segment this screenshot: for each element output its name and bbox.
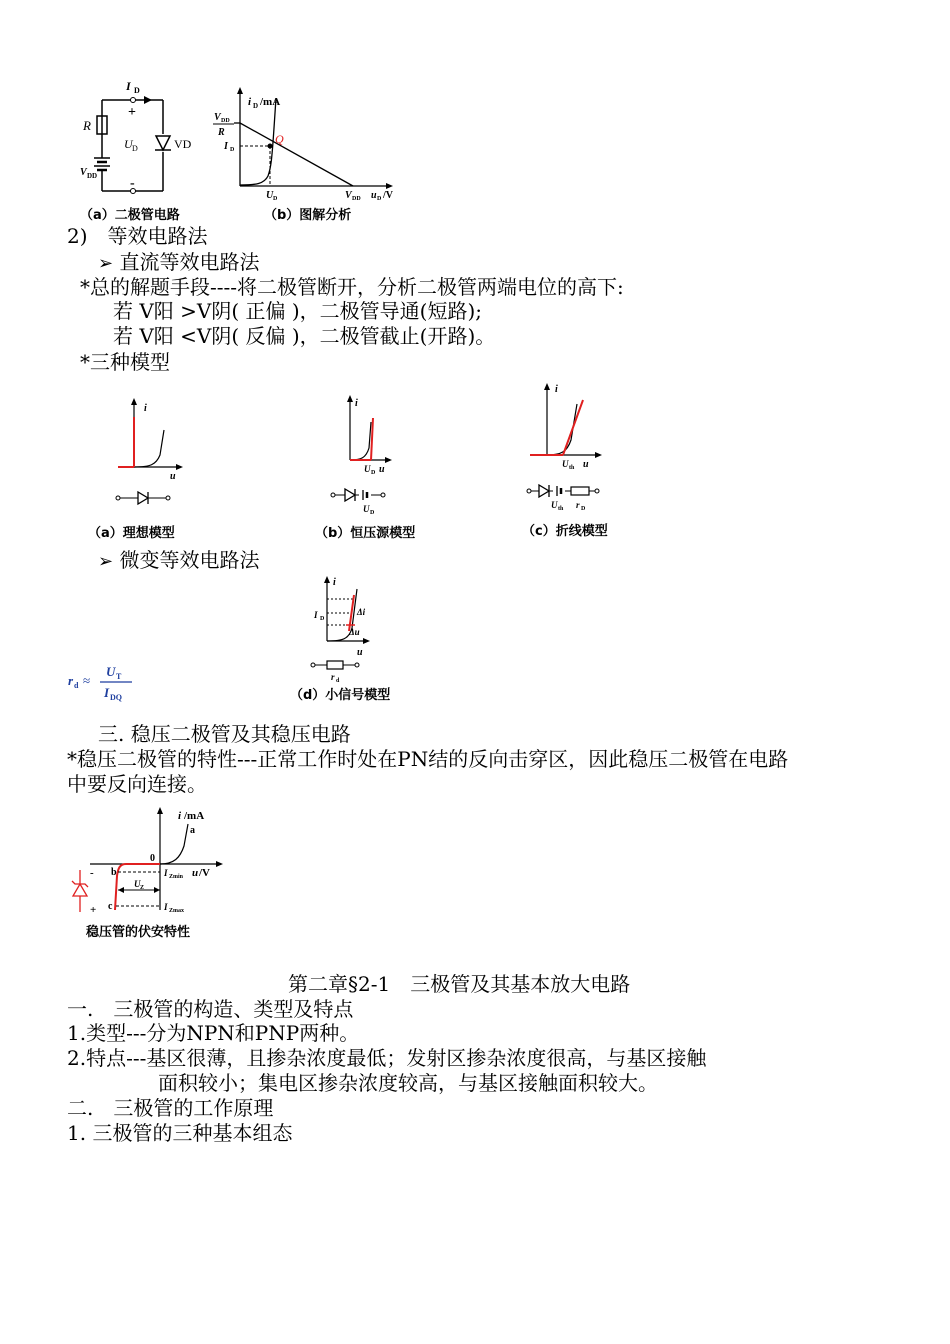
svg-text:V: V [345, 190, 352, 201]
svg-text:u: u [379, 464, 385, 475]
svg-text:a: a [190, 825, 195, 836]
load-line-graph [208, 88, 408, 203]
svg-text:r: r [576, 500, 580, 510]
diode-circuit-diagram [78, 78, 208, 198]
section-heading-equivalent-circuit: 2) 等效电路法 [67, 224, 208, 248]
svg-text:D: D [377, 196, 382, 202]
svg-text:U: U [124, 137, 133, 151]
rd-formula [66, 660, 146, 704]
svg-text:Z: Z [140, 885, 145, 891]
svg-text:+: + [128, 105, 136, 120]
svg-text:D: D [230, 147, 235, 153]
svg-text:c: c [108, 901, 113, 912]
svg-text:u: u [357, 647, 363, 658]
svg-text:D: D [370, 510, 375, 516]
svg-text:u: u [192, 867, 199, 879]
caption-small-signal-model: （d）小信号模型 [290, 688, 391, 703]
svg-text:-: - [130, 176, 135, 191]
svg-text:u: u [583, 459, 589, 470]
svg-text:i: i [178, 810, 182, 822]
svg-text:i: i [248, 96, 252, 108]
paragraph-features-2: 面积较小；集电区掺杂浓度较高，与基区接触面积较大。 [158, 1071, 658, 1095]
paragraph-reverse-bias: 若 V阳 <V阴( 反偏 )，二极管截止(开路)。 [113, 324, 496, 348]
id-label: I [126, 79, 131, 93]
svg-text:D: D [132, 144, 138, 153]
caption-zener-characteristic: 稳压管的伏安特性 [86, 925, 191, 940]
svg-text:-: - [90, 867, 94, 879]
svg-text:≈: ≈ [83, 673, 91, 688]
svg-text:i: i [333, 577, 336, 588]
svg-text:I: I [164, 902, 168, 912]
r-label: R [83, 118, 91, 133]
svg-text:0: 0 [150, 853, 155, 864]
caption-piecewise-model: （c）折线模型 [522, 524, 608, 539]
svg-text:+: + [90, 904, 97, 916]
svg-text:/mA: /mA [184, 810, 205, 822]
zener-vi-characteristic [68, 806, 228, 918]
q-point-label: Q [275, 132, 284, 146]
svg-text:T: T [116, 672, 122, 681]
svg-text:u: u [371, 190, 377, 201]
bullet-small-signal: ➢ 微变等效电路法 [98, 548, 260, 572]
paragraph-zener-2: 中要反向连接。 [67, 772, 207, 796]
svg-text:i: i [355, 398, 358, 409]
svg-text:i: i [555, 384, 558, 395]
svg-text:U: U [364, 464, 371, 474]
svg-text:R: R [218, 127, 225, 138]
svg-text:U: U [106, 664, 116, 679]
svg-text:U: U [363, 504, 370, 514]
svg-text:Zmin: Zmin [169, 874, 184, 880]
svg-text:I: I [104, 685, 110, 700]
svg-text:DD: DD [221, 118, 230, 124]
svg-text:U: U [134, 879, 141, 889]
svg-text:D: D [253, 102, 259, 110]
svg-text:D: D [581, 506, 586, 512]
svg-text:I: I [224, 141, 228, 152]
caption-ideal-model: （a）理想模型 [88, 526, 175, 541]
svg-text:U: U [562, 459, 569, 469]
svg-text:U: U [551, 500, 558, 510]
svg-text:I: I [314, 610, 318, 620]
ideal-model-figure [110, 395, 200, 510]
svg-text:D: D [371, 470, 376, 476]
svg-text:i: i [144, 403, 147, 414]
svg-text:U: U [266, 190, 274, 201]
svg-text:/mA: /mA [260, 96, 281, 108]
svg-text:DD: DD [352, 196, 361, 202]
svg-text:r: r [331, 672, 335, 682]
section-heading-principle: 二. 三极管的工作原理 [67, 1096, 274, 1120]
svg-text:I: I [164, 868, 168, 878]
bullet-arrow-icon: ➢ [98, 253, 114, 274]
paragraph-configurations: 1. 三极管的三种基本组态 [67, 1121, 293, 1145]
svg-text:V: V [80, 167, 87, 178]
svg-text:/V: /V [199, 867, 210, 879]
chapter-title: 第二章§2-1 三极管及其基本放大电路 [288, 972, 631, 996]
svg-text:th: th [558, 506, 564, 512]
svg-text:Δi: Δi [357, 607, 366, 617]
svg-text:d: d [336, 678, 340, 684]
paragraph-zener-1: *稳压二极管的特性---正常工作时处在PN结的反向击穿区，因此稳压二极管在电路 [67, 747, 789, 771]
svg-text:d: d [74, 681, 79, 690]
vd-label: VD [174, 137, 192, 151]
svg-text:DQ: DQ [110, 693, 122, 702]
caption-constant-voltage-model: （b）恒压源模型 [315, 526, 416, 541]
small-signal-model-figure [305, 573, 385, 685]
caption-diode-circuit: （a）二极管电路 [80, 208, 180, 223]
paragraph-method: *总的解题手段----将二极管断开，分析二极管两端电位的高下: [80, 275, 624, 299]
paragraph-types: 1.类型---分为NPN和PNP两种。 [67, 1021, 360, 1045]
svg-text:Δu: Δu [349, 627, 360, 637]
section-heading-structure: 一. 三极管的构造、类型及特点 [67, 997, 354, 1021]
constant-voltage-model-figure [325, 392, 405, 517]
caption-graph-analysis: （b）图解分析 [264, 208, 352, 223]
svg-text:D: D [273, 196, 278, 202]
svg-text:D: D [320, 616, 325, 622]
svg-text:Zmax: Zmax [169, 908, 184, 914]
svg-text:b: b [111, 867, 117, 878]
bullet-dc-equivalent: ➢ 直流等效电路法 [98, 250, 260, 274]
svg-text:u: u [170, 471, 176, 482]
svg-text:D: D [134, 86, 140, 95]
paragraph-three-models: *三种模型 [80, 350, 170, 374]
bullet-arrow-icon: ➢ [98, 551, 114, 572]
piecewise-linear-model-figure [525, 380, 615, 515]
paragraph-forward-bias: 若 V阳 >V阴( 正偏 )，二极管导通(短路); [113, 299, 483, 323]
svg-text:/V: /V [383, 190, 393, 201]
section-heading-zener: 三. 稳压二极管及其稳压电路 [98, 722, 351, 746]
svg-text:V: V [214, 112, 221, 123]
svg-text:th: th [569, 465, 575, 471]
paragraph-features-1: 2.特点---基区很薄，且掺杂浓度最低；发射区掺杂浓度很高，与基区接触 [67, 1046, 707, 1070]
svg-text:r: r [68, 673, 74, 688]
svg-text:DD: DD [87, 172, 98, 180]
